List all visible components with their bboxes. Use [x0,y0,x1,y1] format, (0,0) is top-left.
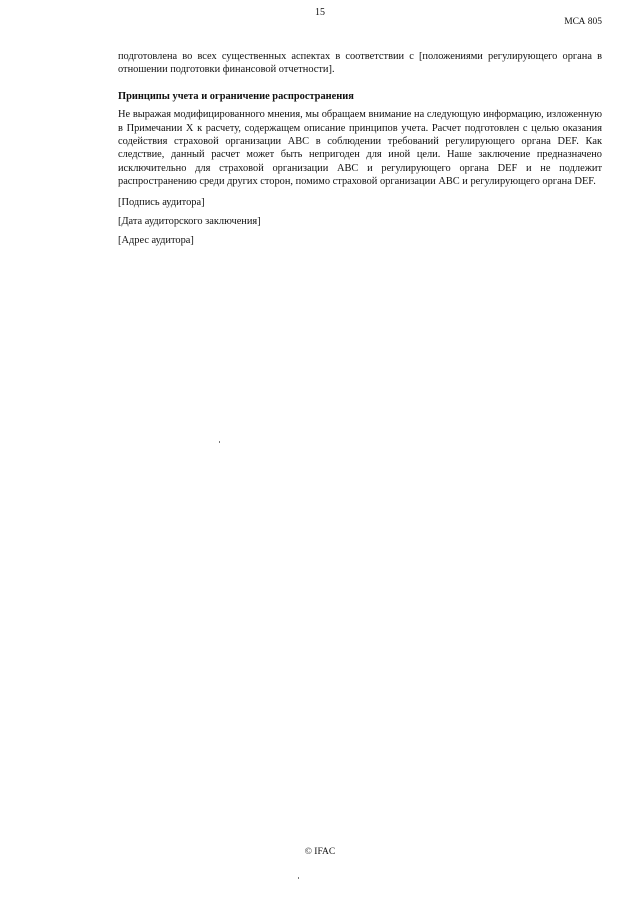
auditor-signature: [Подпись аудитора] [118,196,205,208]
document-code: МСА 805 [564,17,602,27]
auditor-address: [Адрес аудитора] [118,235,194,247]
intro-paragraph: подготовлена во всех существенных аспектах в соответствии с [положениями регулирующего органа в отношении подготовки финансовой отчетности]. [118,51,602,76]
page-number: 15 [315,7,325,18]
report-date: [Дата аудиторского заключения] [118,216,261,228]
copyright-footer: © IFAC [304,847,336,857]
scan-speck [219,441,220,443]
document-body [118,50,602,254]
accounting-principles-paragraph: Не выражая модифицированного мнения, мы обращаем внимание на следующую информацию, изложенную в Примечании X к расчету, содержащем описание принципов учета. Расчет подготовлен с целью оказания содействия страховой организации ABC в соблюдении требований регулирующего органа DEF. Как следствие, данный расчет может быть непригоден для иной цели. Наше заключение предназначено исключительно для страховой организации ABC и регулирующего органа DEF и не подлежит распространению среди других сторон, помимо страховой организации ABC и регулирующего органа DEF. [118,109,602,188]
scan-speck [298,877,299,879]
section-heading: Принципы учета и ограничение распространения [118,90,354,102]
